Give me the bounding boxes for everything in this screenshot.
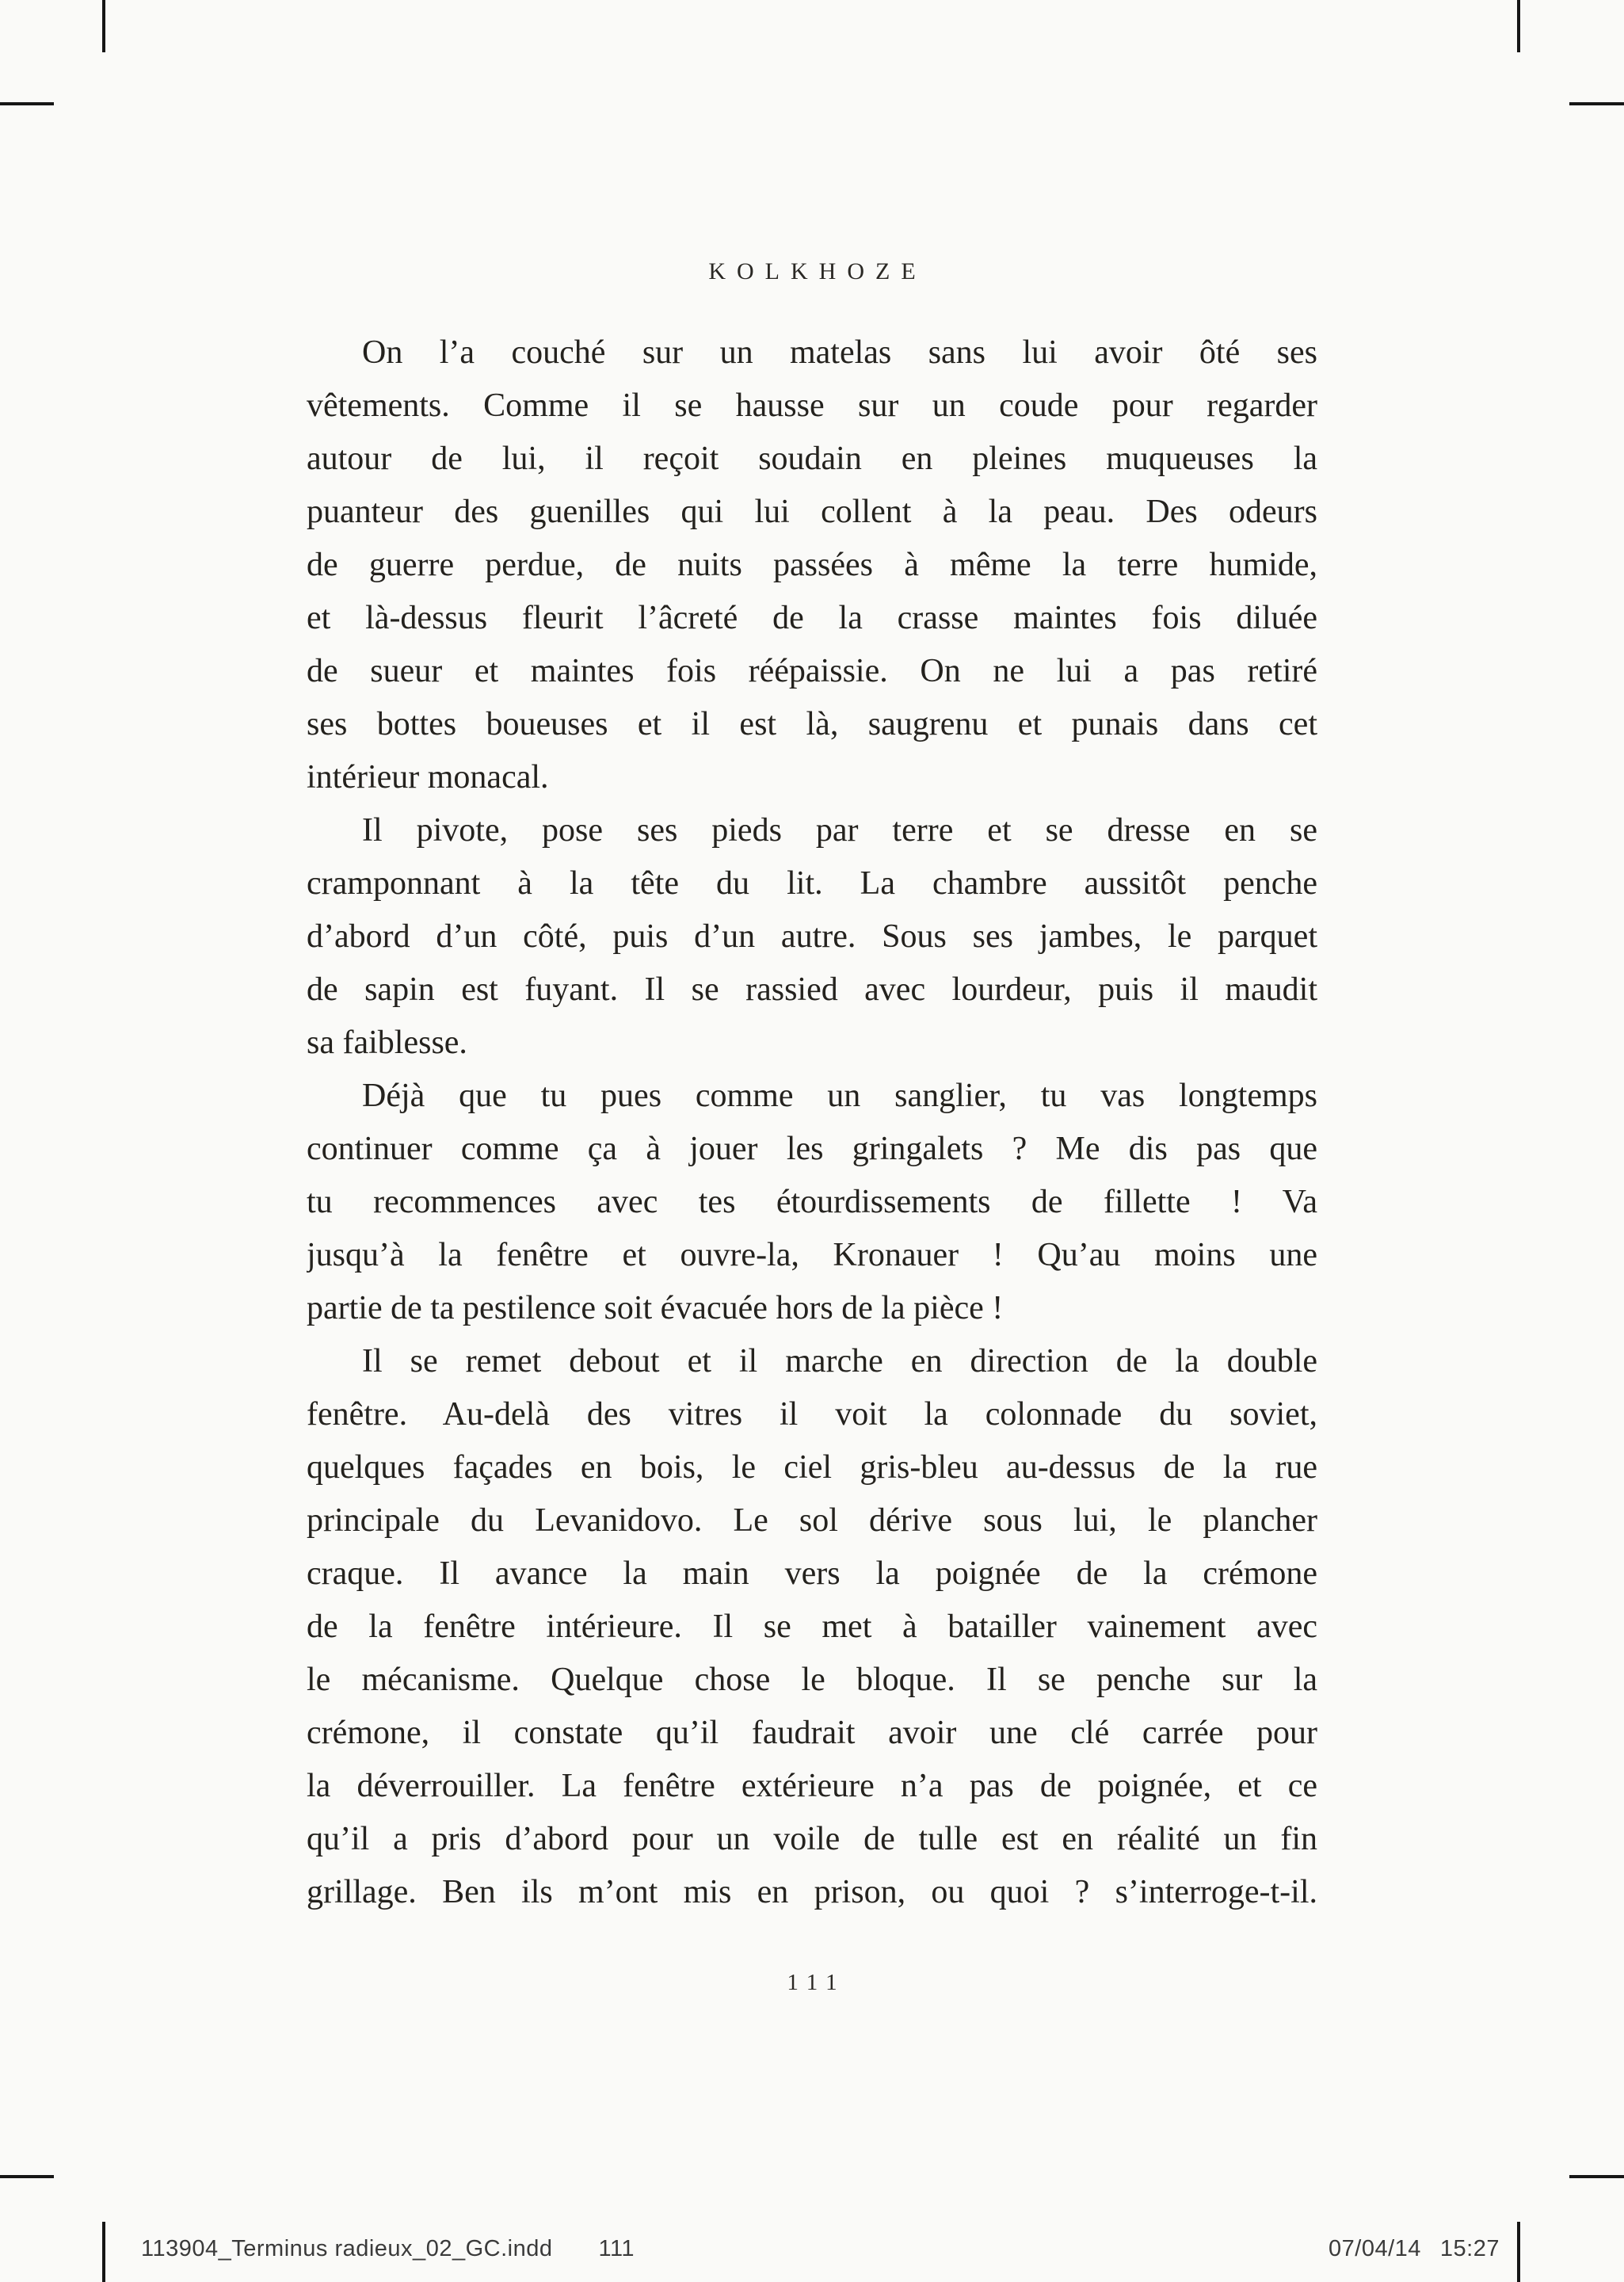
- text-line: autour de lui, il reçoit soudain en pleines muqueuses la: [307, 441, 1317, 477]
- paragraph: [307, 1070, 1317, 1335]
- crop-mark-top-right-horizontal: [1569, 102, 1624, 105]
- text-line: intérieur monacal.: [307, 759, 549, 796]
- paragraph: [307, 326, 1317, 804]
- text-line: la déverrouiller. La fenêtre extérieure n’a pas de poignée, et ce: [307, 1768, 1317, 1804]
- crop-mark-bottom-right-vertical: [1517, 2222, 1520, 2282]
- text-line: de la fenêtre intérieure. Il se met à batailler vainement avec: [307, 1608, 1317, 1645]
- text-line: partie de ta pestilence soit évacuée hors de la pièce !: [307, 1290, 1004, 1326]
- text-line: qu’il a pris d’abord pour un voile de tulle est en réalité un fin: [307, 1821, 1317, 1857]
- paragraph: [307, 1335, 1317, 1919]
- crop-mark-bottom-right-horizontal: [1569, 2175, 1624, 2178]
- slug-filename: 113904_Terminus radieux_02_GC.indd: [141, 2236, 553, 2261]
- text-line: de sapin est fuyant. Il se rassied avec lourdeur, puis il maudit: [307, 971, 1317, 1008]
- crop-mark-top-right-vertical: [1517, 0, 1520, 52]
- text-line: le mécanisme. Quelque chose le bloque. Il se penche sur la: [307, 1662, 1317, 1698]
- slug-date: 07/04/14: [1329, 2236, 1421, 2261]
- text-line: sa faiblesse.: [307, 1025, 467, 1061]
- page-number: 111: [787, 1970, 846, 1995]
- text-line: On l’a couché sur un matelas sans lui avoir ôté ses: [362, 334, 1317, 371]
- text-line: cramponnant à la tête du lit. La chambre aussitôt penche: [307, 865, 1317, 902]
- crop-mark-top-left-horizontal: [0, 102, 54, 105]
- slug-left: [141, 2236, 635, 2262]
- text-line: jusqu’à la fenêtre et ouvre-la, Kronauer ! Qu’au moins une: [307, 1237, 1317, 1273]
- text-line: Il se remet debout et il marche en direction de la double: [362, 1343, 1317, 1380]
- text-line: tu recommences avec tes étourdissements de fillette ! Va: [307, 1184, 1317, 1220]
- text-line: Il pivote, pose ses pieds par terre et se dresse en se: [362, 812, 1317, 849]
- text-line: craque. Il avance la main vers la poignée de la crémone: [307, 1555, 1317, 1592]
- crop-mark-top-left-vertical: [102, 0, 105, 52]
- text-line: principale du Levanidovo. Le sol dérive sous lui, le plancher: [307, 1502, 1317, 1539]
- slug-time: 15:27: [1439, 2236, 1500, 2261]
- text-line: crémone, il constate qu’il faudrait avoir une clé carrée pour: [307, 1715, 1317, 1751]
- crop-mark-bottom-left-horizontal: [0, 2175, 54, 2178]
- text-line: d’abord d’un côté, puis d’un autre. Sous ses jambes, le parquet: [307, 918, 1317, 955]
- text-line: quelques façades en bois, le ciel gris-bleu au-dessus de la rue: [307, 1449, 1317, 1486]
- text-line: vêtements. Comme il se hausse sur un coude pour regarder: [307, 387, 1317, 424]
- crop-mark-bottom-left-vertical: [102, 2222, 105, 2282]
- text-line: Déjà que tu pues comme un sanglier, tu vas longtemps: [362, 1078, 1317, 1114]
- paragraph: [307, 804, 1317, 1070]
- text-line: de sueur et maintes fois réépaissie. On ne lui a pas retiré: [307, 653, 1317, 689]
- running-head: KOLKHOZE: [708, 258, 927, 284]
- text-line: fenêtre. Au-delà des vitres il voit la colonnade du soviet,: [307, 1396, 1317, 1433]
- text-line: continuer comme ça à jouer les gringalets ? Me dis pas que: [307, 1131, 1317, 1167]
- slug-page-ref: 111: [598, 2236, 635, 2261]
- text-line: ses bottes boueuses et il est là, saugrenu et punais dans cet: [307, 706, 1317, 742]
- slug-right: [1329, 2236, 1500, 2262]
- text-line: et là-dessus fleurit l’âcreté de la crasse maintes fois diluée: [307, 600, 1317, 636]
- text-line: grillage. Ben ils m’ont mis en prison, ou quoi ? s’interroge-t-il.: [307, 1874, 1317, 1910]
- text-line: puanteur des guenilles qui lui collent à la peau. Des odeurs: [307, 494, 1317, 530]
- text-block: [307, 326, 1317, 1919]
- text-line: de guerre perdue, de nuits passées à même la terre humide,: [307, 547, 1317, 583]
